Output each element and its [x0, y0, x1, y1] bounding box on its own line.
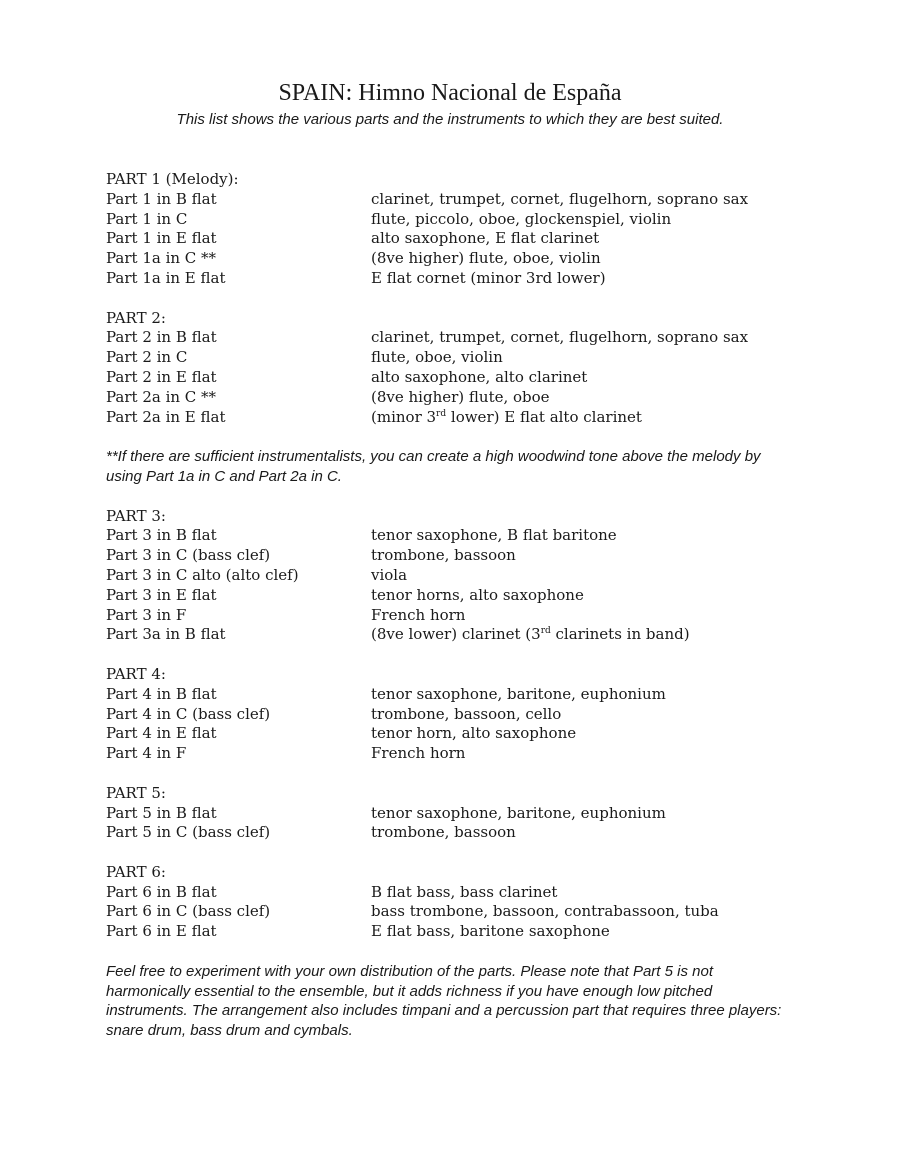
- part-row: [106, 368, 796, 388]
- part-name: Part 3a in B flat: [106, 625, 226, 644]
- part-instruments: flute, piccolo, oboe, glockenspiel, violin: [371, 209, 672, 228]
- part-row: [106, 388, 796, 408]
- part-name: Part 5 in C (bass clef): [106, 823, 271, 842]
- part-name: Part 4 in C (bass clef): [106, 704, 271, 723]
- part-instruments: tenor saxophone, B flat baritone: [371, 526, 617, 545]
- part-row: [106, 210, 796, 230]
- part-instruments: trombone, bassoon, cello: [371, 704, 562, 723]
- part-instruments: tenor horn, alto saxophone: [371, 724, 577, 743]
- part-instruments: (8ve higher) flute, oboe, violin: [371, 249, 601, 268]
- part-instruments: tenor horns, alto saxophone: [371, 585, 584, 604]
- woodwind-note: **If there are sufficient instrumentalists, you can create a high woodwind tone above the melody by using Part 1a in C and Part 2a in C.: [106, 448, 761, 485]
- part-row: [106, 190, 796, 210]
- part-instruments: trombone, bassoon: [371, 823, 516, 842]
- part-row: [106, 705, 796, 725]
- part-name: Part 3 in B flat: [106, 526, 217, 545]
- part-instruments: E flat cornet (minor 3rd lower): [371, 268, 606, 287]
- section-heading: PART 2:: [106, 308, 166, 327]
- part-instruments: tenor saxophone, baritone, euphonium: [371, 803, 666, 822]
- part-row: [106, 348, 796, 368]
- part-name: Part 1a in E flat: [106, 268, 226, 287]
- part-row: [106, 526, 796, 546]
- part-row: [106, 902, 796, 922]
- page-title: SPAIN: Himno Nacional de España: [278, 80, 622, 106]
- part-instruments: B flat bass, bass clarinet: [371, 882, 558, 901]
- part-row: [106, 606, 796, 626]
- section-heading: PART 1 (Melody):: [106, 170, 239, 188]
- part-row: [106, 249, 796, 269]
- part-row: [106, 685, 796, 705]
- part-name: Part 4 in F: [106, 744, 187, 763]
- part-name: Part 1a in C **: [106, 249, 217, 268]
- part-instruments: trombone, bassoon: [371, 546, 516, 565]
- part-instruments: E flat bass, baritone saxophone: [371, 922, 610, 941]
- part-row: [106, 883, 796, 903]
- part-row: [106, 566, 796, 586]
- part-name: Part 3 in C alto (alto clef): [106, 565, 299, 584]
- part-instruments: flute, oboe, violin: [371, 348, 503, 367]
- part-instruments: (8ve lower) clarinet (3rd clarinets in band): [371, 625, 690, 644]
- section-heading: PART 6:: [106, 862, 166, 881]
- part-instruments: alto saxophone, E flat clarinet: [371, 229, 600, 248]
- part-instruments: tenor saxophone, baritone, euphonium: [371, 684, 666, 703]
- part-row: [106, 229, 796, 249]
- part-instruments: (8ve higher) flute, oboe: [371, 387, 550, 406]
- part-row: [106, 744, 796, 764]
- part-name: Part 2a in E flat: [106, 407, 226, 426]
- part-row: [106, 804, 796, 824]
- part-row: [106, 922, 796, 942]
- part-name: Part 2 in E flat: [106, 367, 217, 386]
- part-name: Part 1 in B flat: [106, 189, 217, 208]
- part-name: Part 6 in B flat: [106, 882, 217, 901]
- part-name: Part 1 in C: [106, 209, 188, 228]
- part-name: Part 1 in E flat: [106, 229, 217, 248]
- distribution-note: Feel free to experiment with your own distribution of the parts. Please note that Part 5 is not harmonically essential to the ensemble, but it adds richness if you have enough low pitched instruments. The arrangement also includes timpani and a percussion part that requires three players: snare drum, bass drum and cymbals.: [106, 962, 782, 1040]
- part-row: [106, 328, 796, 348]
- part-row: [106, 823, 796, 843]
- section-heading: PART 5:: [106, 783, 166, 802]
- part-instruments: bass trombone, bassoon, contrabassoon, tuba: [371, 902, 719, 921]
- page-subtitle: This list shows the various parts and the instruments to which they are best suited.: [176, 111, 724, 128]
- parts-list: [106, 170, 796, 1041]
- part-instruments: viola: [371, 565, 408, 584]
- part-name: Part 3 in C (bass clef): [106, 546, 271, 565]
- part-instruments: clarinet, trumpet, cornet, flugelhorn, soprano sax: [371, 328, 749, 347]
- part-instruments: (minor 3rd lower) E flat alto clarinet: [371, 407, 642, 426]
- part-name: Part 2a in C **: [106, 387, 217, 406]
- part-row: [106, 546, 796, 566]
- part-row: [106, 586, 796, 606]
- part-row: [106, 269, 796, 289]
- section-heading: PART 3:: [106, 506, 166, 525]
- part-name: Part 4 in E flat: [106, 724, 217, 743]
- part-instruments: French horn: [371, 744, 466, 763]
- part-name: Part 2 in B flat: [106, 328, 217, 347]
- part-name: Part 6 in C (bass clef): [106, 902, 271, 921]
- part-row: [106, 724, 796, 744]
- part-name: Part 6 in E flat: [106, 922, 217, 941]
- section-heading: PART 4:: [106, 664, 166, 683]
- part-name: Part 3 in F: [106, 605, 187, 624]
- part-instruments: clarinet, trumpet, cornet, flugelhorn, soprano sax: [371, 189, 749, 208]
- part-name: Part 3 in E flat: [106, 585, 217, 604]
- part-name: Part 4 in B flat: [106, 684, 217, 703]
- part-name: Part 5 in B flat: [106, 803, 217, 822]
- part-instruments: French horn: [371, 605, 466, 624]
- part-instruments: alto saxophone, alto clarinet: [371, 367, 588, 386]
- part-name: Part 2 in C: [106, 348, 188, 367]
- part-row: [106, 625, 796, 645]
- part-row: [106, 408, 796, 428]
